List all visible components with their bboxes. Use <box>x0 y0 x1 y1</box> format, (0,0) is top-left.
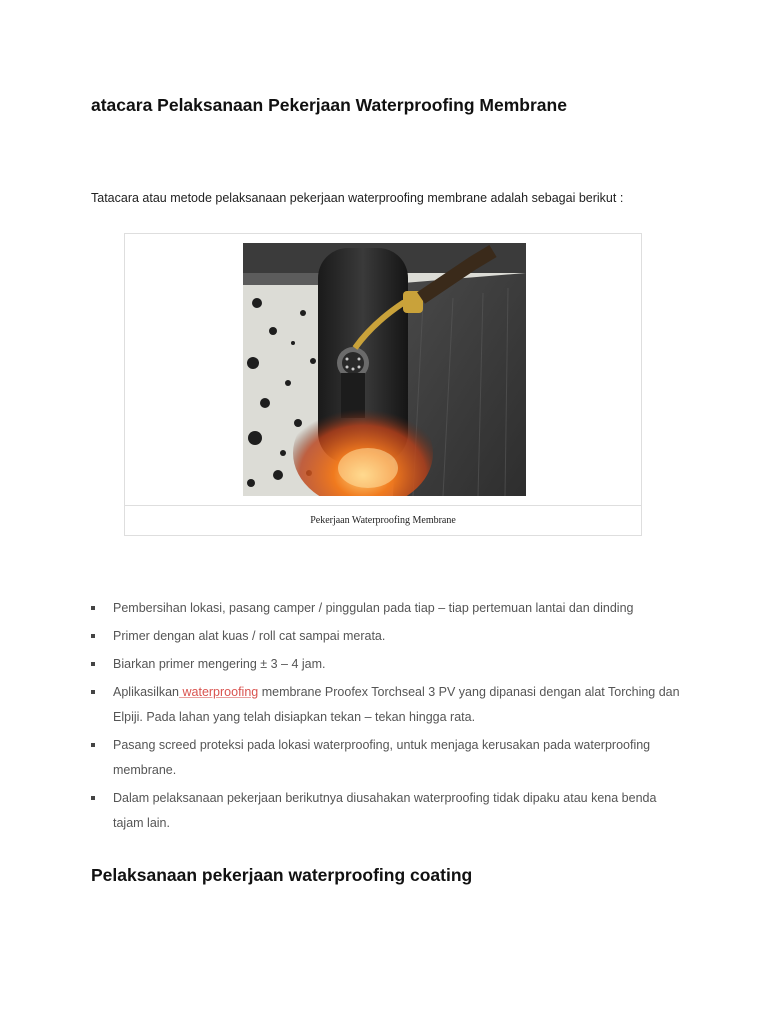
list-item-text-post: membrane Proofex Torchseal 3 PV yang dipanasi dengan alat Torching dan Elpiji. Pada lahan yang telah disiapkan tekan – tekan hingga rata. <box>113 685 680 724</box>
list-item <box>91 652 681 677</box>
list-item <box>91 733 681 783</box>
list-item-text: Dalam pelaksanaan pekerjaan berikutnya diusahakan waterproofing tidak dipaku atau kena benda tajam lain. <box>113 791 657 830</box>
list-item-text-pre: Aplikasilkan <box>113 685 180 699</box>
list-item <box>91 624 681 649</box>
list-item <box>91 680 681 730</box>
list-item-text: Pasang screed proteksi pada lokasi waterproofing, untuk menjaga kerusakan pada waterproofing membrane. <box>113 738 651 777</box>
list-item <box>91 786 681 836</box>
bullet-icon <box>91 634 95 638</box>
list-item-text: Primer dengan alat kuas / roll cat sampai merata. <box>113 629 386 643</box>
list-item-text: Pembersihan lokasi, pasang camper / pinggulan pada tiap – tiap pertemuan lantai dan dinding <box>113 601 634 615</box>
bullet-icon <box>91 662 95 666</box>
waterproofing-link[interactable]: waterproofing <box>179 685 259 699</box>
section-heading: Pelaksanaan pekerjaan waterproofing coating <box>91 865 473 885</box>
figure <box>124 233 642 536</box>
bullet-icon <box>91 796 95 800</box>
intro-paragraph: Tatacara atau metode pelaksanaan pekerjaan waterproofing membrane adalah sebagai berikut : <box>91 191 624 205</box>
page-title: atacara Pelaksanaan Pekerjaan Waterproofing Membrane <box>91 95 567 115</box>
list-item <box>91 596 681 621</box>
figure-caption: Pekerjaan Waterproofing Membrane <box>310 515 456 526</box>
list-item-text: Biarkan primer mengering ± 3 – 4 jam. <box>113 657 326 671</box>
bullet-icon <box>91 743 95 747</box>
bullet-icon <box>91 690 95 694</box>
waterproofing-photo <box>243 243 526 496</box>
steps-list <box>91 596 681 839</box>
bullet-icon <box>91 606 95 610</box>
caption-divider <box>125 505 641 506</box>
